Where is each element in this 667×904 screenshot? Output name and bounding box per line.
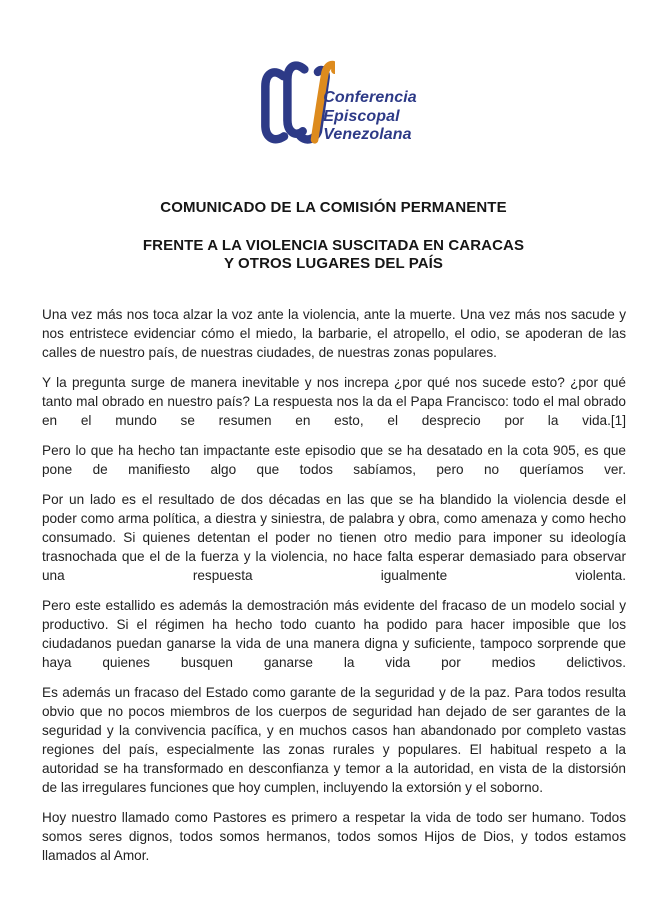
- paragraph-7: Hoy nuestro llamado como Pastores es primero a respetar la vida de todo ser humano. Todos somos seres dignos, todos somos hermanos, todos somos Hijos de Dios, y todos estamos llamados al Amor.: [42, 810, 626, 863]
- paragraph-6: Es además un fracaso del Estado como garante de la seguridad y de la paz. Para todos resulta obvio que no pocos miembros de los cuerpos de seguridad han dejado de ser garantes de la seguridad y la convivencia pacífica, y en muchos casos han abandonado por completo vastas regiones del país, especialmente las zonas rurales y populares. El habitual respeto a la autoridad se ha transformado en desconfianza y temor a la autoridad, en vista de la distorsión de las irregulares funciones que hoy cumplen, incluyendo la extorsión y el soborno.: [42, 685, 626, 795]
- paragraph-2-text: Y la pregunta surge de manera inevitable y nos increpa ¿por qué nos sucede esto? ¿por qué tanto mal obrado en nuestro país? La respuesta nos la da el Papa Francisco: todo el mal obrado en el mundo se resumen en esto, el desprecio por la vida.: [42, 375, 626, 428]
- document-subtitle-line-1: FRENTE A LA VIOLENCIA SUSCITADA EN CARACAS: [142, 237, 525, 254]
- paragraph-5: Pero este estallido es además la demostración más evidente del fracaso de un modelo social y productivo. Si el régimen ha hecho todo cuanto ha podido para hacer imposible que los ciudadanos puedan ganarse la vida de una manera digna y suficiente, tampoco sorprende que haya quienes busquen ganarse la vida por medios delictivos.: [42, 598, 626, 670]
- logo-wordmark-line-3: Venezolana: [323, 126, 412, 143]
- document-subtitle-line-2: Y OTROS LUGARES DEL PAÍS: [223, 255, 444, 272]
- paragraph-3: Pero lo que ha hecho tan impactante este episodio que se ha desatado en la cota 905, es que pone de manifiesto algo que todos sabíamos, pero no queríamos ver.: [42, 443, 626, 477]
- footnote-ref-1[interactable]: [1]: [610, 413, 626, 428]
- cev-logo: [0, 49, 667, 145]
- logo-wordmark-line-1: Conferencia: [323, 89, 417, 106]
- document-title: COMUNICADO DE LA COMISIÓN PERMANENTE: [160, 199, 507, 216]
- logo-wordmark: [323, 89, 417, 145]
- document-body: [42, 305, 626, 865]
- paragraph-4: Por un lado es el resultado de dos décadas en las que se ha blandido la violencia desde el poder como arma política, a diestra y siniestra, de palabra y obra, como amenaza y como hecho consumado. Si quienes detentan el poder no tienen otro medio para imponer su ideología trasnochada que el de la fuerza y la violencia, no hace falta esperar demasiado para observar una respuesta igualmente violenta.: [42, 492, 626, 583]
- logo-wordmark-line-2: Episcopal: [323, 107, 400, 125]
- document-subtitle: [0, 237, 667, 273]
- paragraph-2: [42, 373, 626, 430]
- paragraph-1: Una vez más nos toca alzar la voz ante la violencia, ante la muerte. Una vez más nos sacude y nos entristece evidenciar cómo el miedo, la barbarie, el atropello, el odio, se apoderan de las calles de nuestro país, de nuestras ciudades, de nuestras zonas populares.: [42, 307, 626, 360]
